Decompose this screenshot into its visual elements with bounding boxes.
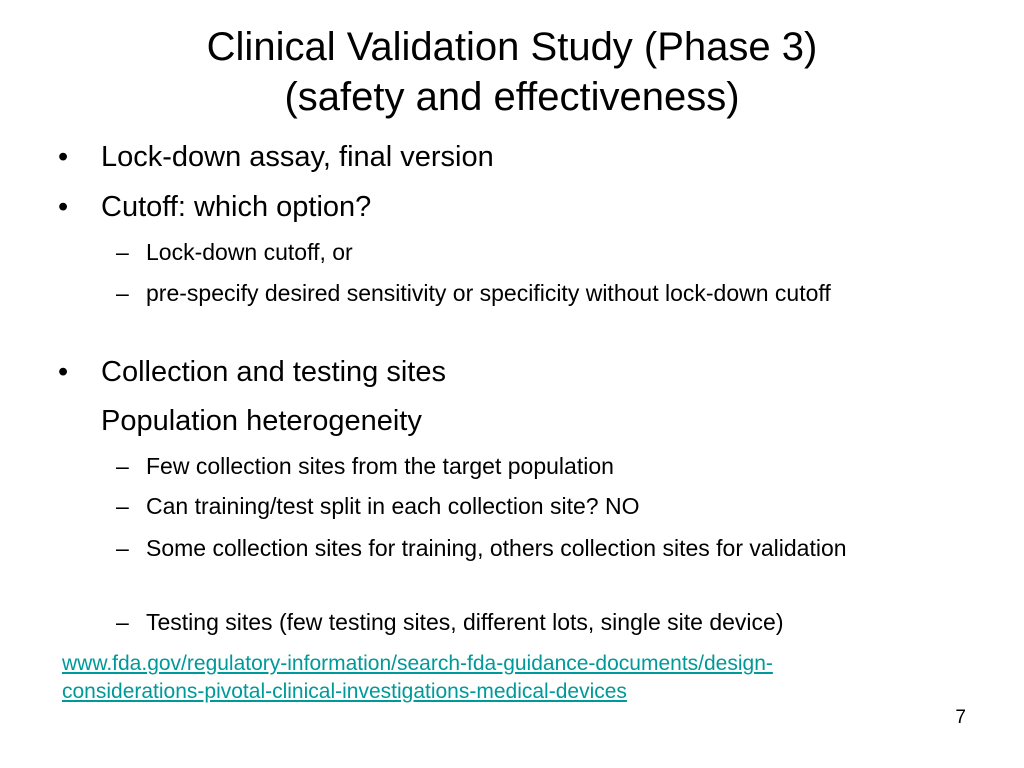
title-line-2: (safety and effectiveness) <box>284 75 740 119</box>
sub-bullet-text: Lock-down cutoff, or <box>146 239 353 265</box>
page-number: 7 <box>955 707 966 728</box>
bullet-text: Collection and testing sites <box>101 356 446 388</box>
link-line-1[interactable]: www.fda.gov/regulatory-information/search-fda-guidance-documents/design- <box>62 652 773 675</box>
slide-title <box>0 22 1024 122</box>
bullet-text: Cutoff: which option? <box>101 191 372 223</box>
bullet-mark: • <box>58 191 69 223</box>
title-line-1: Clinical Validation Study (Phase 3) <box>206 25 818 69</box>
sub-bullet-text: Few collection sites from the target population <box>146 453 614 479</box>
dash-mark: – <box>116 609 129 635</box>
bullet-mark: • <box>58 141 69 173</box>
sub-bullet-text: Can training/test split in each collection site? NO <box>146 493 640 519</box>
bullet-text: Population heterogeneity <box>101 405 422 437</box>
sub-bullet-text: pre-specify desired sensitivity or specificity without lock-down cutoff <box>146 280 831 306</box>
sub-bullet-text: Testing sites (few testing sites, different lots, single site device) <box>146 609 784 635</box>
link-line-2[interactable]: considerations-pivotal-clinical-investigations-medical-devices <box>62 680 627 703</box>
dash-mark: – <box>116 280 129 306</box>
dash-mark: – <box>116 535 129 561</box>
bullet-text: Lock-down assay, final version <box>101 141 494 173</box>
fda-guidance-link[interactable] <box>62 650 962 706</box>
bullet-mark: • <box>58 356 69 388</box>
sub-bullet-text: Some collection sites for training, others collection sites for validation <box>146 535 847 561</box>
dash-mark: – <box>116 453 129 479</box>
dash-mark: – <box>116 239 129 265</box>
dash-mark: – <box>116 493 129 519</box>
